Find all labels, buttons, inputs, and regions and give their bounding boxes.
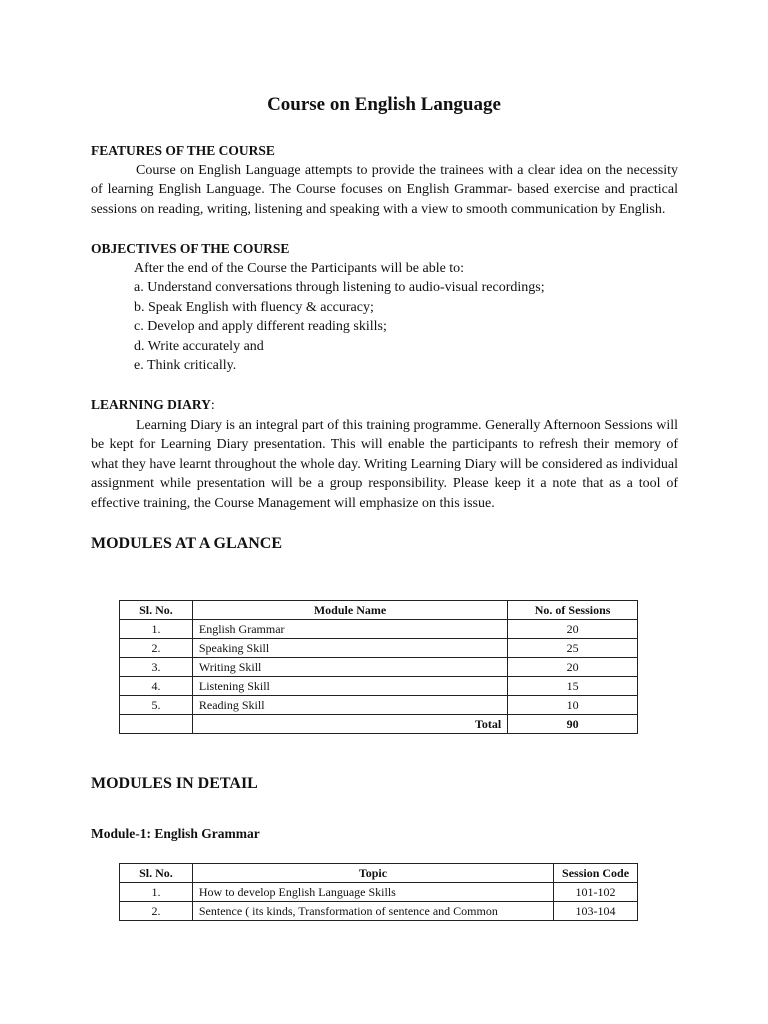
serial-cell: 1. xyxy=(120,620,193,639)
sessions-cell: 10 xyxy=(508,696,638,715)
modules-in-detail-heading: MODULES IN DETAIL xyxy=(91,775,258,792)
modules-at-a-glance-heading: MODULES AT A GLANCE xyxy=(91,535,283,552)
table-row xyxy=(120,883,638,902)
total-value: 90 xyxy=(508,715,638,734)
total-label: Total xyxy=(192,715,507,734)
objectives-intro: After the end of the Course the Participants will be able to: xyxy=(134,260,465,276)
column-header: Sl. No. xyxy=(120,601,193,620)
column-header: Module Name xyxy=(192,601,507,620)
topic-cell: Sentence ( its kinds, Transformation of sentence and Common xyxy=(192,902,553,921)
module-1-heading: Module-1: English Grammar xyxy=(91,826,260,841)
session-code-cell: 103-104 xyxy=(554,902,638,921)
serial-cell: 2. xyxy=(120,902,193,921)
table-row xyxy=(120,620,638,639)
objectives-heading: OBJECTIVES OF THE COURSE xyxy=(91,241,290,256)
sessions-cell: 25 xyxy=(508,639,638,658)
module-name-cell: Listening Skill xyxy=(192,677,507,696)
objective-item: a. Understand conversations through listening to audio-visual recordings; xyxy=(134,280,545,295)
table-row xyxy=(120,696,638,715)
module-name-cell: English Grammar xyxy=(192,620,507,639)
total-row xyxy=(120,715,638,734)
learning-diary-heading: LEARNING DIARY xyxy=(91,397,211,412)
empty-cell xyxy=(120,715,193,734)
learning-diary-colon: : xyxy=(210,398,215,413)
table-header-row xyxy=(120,864,638,883)
module-name-cell: Speaking Skill xyxy=(192,639,507,658)
module-name-cell: Reading Skill xyxy=(192,696,507,715)
serial-cell: 1. xyxy=(120,883,193,902)
module-name-cell: Writing Skill xyxy=(192,658,507,677)
objective-item: c. Develop and apply different reading skills; xyxy=(134,319,387,334)
column-header: Sl. No. xyxy=(120,864,193,883)
objective-item: e. Think critically. xyxy=(134,358,237,373)
serial-cell: 3. xyxy=(120,658,193,677)
learning-diary-text: Learning Diary is an integral part of this training programme. Generally Afternoon Sessions will be kept for Learning Diary presentation. This will enable the participants to refresh their memory of what they have learnt throughout the whole day. Writing Learning Diary will be considered as individual assignment while presentation will be a group responsibility. Please keep it a note that as a tool of effective training, the Course Management will emphasize on this issue. xyxy=(91,417,678,511)
objectives-section xyxy=(91,239,678,376)
table-row xyxy=(120,902,638,921)
objective-item: d. Write accurately and xyxy=(134,338,264,354)
serial-cell: 4. xyxy=(120,677,193,696)
features-heading: FEATURES OF THE COURSE xyxy=(91,143,275,158)
topic-cell: How to develop English Language Skills xyxy=(192,883,553,902)
column-header: Session Code xyxy=(554,864,638,883)
table-row xyxy=(120,658,638,677)
learning-diary-section xyxy=(91,395,678,513)
table-row xyxy=(120,677,638,696)
objectives-list xyxy=(91,259,678,376)
column-header: No. of Sessions xyxy=(508,601,638,620)
sessions-cell: 20 xyxy=(508,620,638,639)
serial-cell: 5. xyxy=(120,696,193,715)
sessions-cell: 20 xyxy=(508,658,638,677)
document-title: Course on English Language xyxy=(267,94,501,115)
sessions-cell: 15 xyxy=(508,677,638,696)
features-section xyxy=(91,141,678,219)
serial-cell: 2. xyxy=(120,639,193,658)
module-1-topics-table xyxy=(119,863,638,921)
session-code-cell: 101-102 xyxy=(554,883,638,902)
modules-glance-table xyxy=(119,600,638,734)
table-row xyxy=(120,639,638,658)
objective-item: b. Speak English with fluency & accuracy; xyxy=(134,299,374,315)
column-header: Topic xyxy=(192,864,553,883)
features-text: Course on English Language attempts to provide the trainees with a clear idea on the necessity of learning English Language. The Course focuses on English Grammar- based exercise and practical sessions on reading, writing, listening and speaking with a view to smooth communication by English. xyxy=(91,162,678,217)
table-header-row xyxy=(120,601,638,620)
